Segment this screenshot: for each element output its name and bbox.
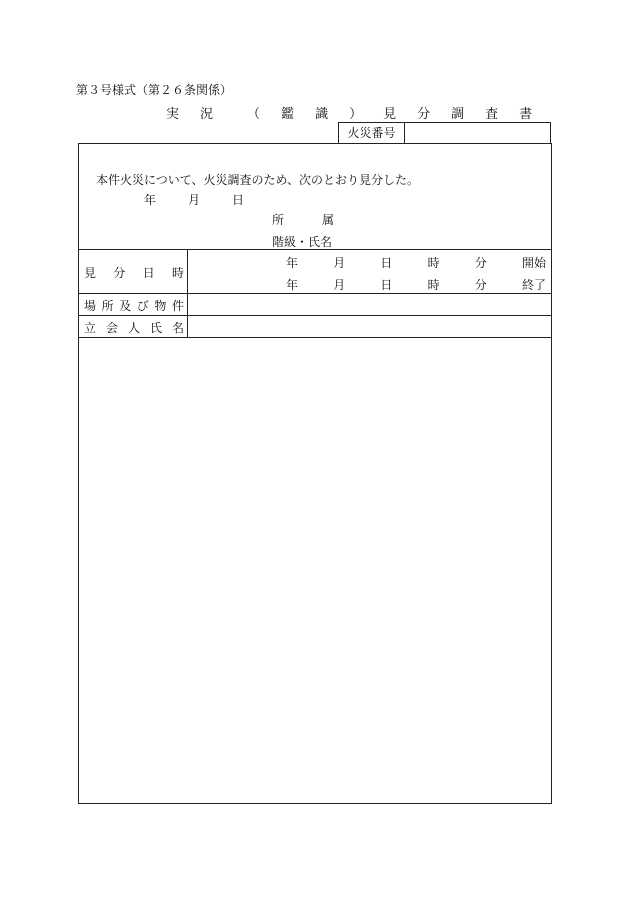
divider bbox=[78, 315, 552, 316]
fire-number-box bbox=[338, 122, 551, 143]
label-char: 日 bbox=[142, 266, 155, 280]
start-minute: 分 bbox=[474, 256, 487, 270]
title-char: （ bbox=[247, 107, 261, 122]
location-label bbox=[84, 297, 184, 314]
witness-label bbox=[84, 319, 184, 336]
start-marker: 開始 bbox=[521, 256, 546, 270]
start-day: 日 bbox=[380, 256, 393, 270]
document-title bbox=[166, 103, 553, 122]
label-char: 立 bbox=[84, 321, 97, 335]
end-day: 日 bbox=[380, 278, 393, 292]
start-hour: 時 bbox=[427, 256, 440, 270]
affiliation-field[interactable] bbox=[272, 211, 334, 228]
title-char: 見 bbox=[383, 107, 397, 122]
observation-body[interactable] bbox=[80, 339, 550, 801]
divider bbox=[78, 293, 552, 294]
witness-field[interactable] bbox=[190, 317, 550, 336]
label-char: 及 bbox=[119, 299, 132, 313]
end-minute: 分 bbox=[474, 278, 487, 292]
label-char: 人 bbox=[127, 321, 140, 335]
end-marker: 終了 bbox=[521, 278, 546, 292]
affiliation-char: 所 bbox=[272, 213, 285, 227]
start-month: 月 bbox=[333, 256, 346, 270]
label-char: 分 bbox=[113, 266, 126, 280]
end-month: 月 bbox=[333, 278, 346, 292]
end-year: 年 bbox=[286, 278, 299, 292]
fire-number-label: 火災番号 bbox=[339, 123, 405, 143]
label-char: 時 bbox=[171, 266, 184, 280]
label-char: び bbox=[136, 299, 149, 313]
label-char: 名 bbox=[171, 321, 184, 335]
end-hour: 時 bbox=[427, 278, 440, 292]
label-char: 物 bbox=[154, 299, 167, 313]
date-day: 日 bbox=[232, 193, 245, 207]
column-divider bbox=[187, 249, 188, 337]
inspection-end-datetime[interactable] bbox=[286, 276, 546, 293]
inspection-start-datetime[interactable] bbox=[286, 254, 546, 271]
title-char: ） bbox=[349, 107, 363, 122]
form-number: 第３号様式（第２６条関係） bbox=[76, 83, 233, 97]
divider bbox=[78, 337, 552, 338]
title-char: 鑑 bbox=[281, 107, 295, 122]
label-char: 会 bbox=[105, 321, 118, 335]
title-char: 書 bbox=[519, 107, 533, 122]
label-char: 件 bbox=[171, 299, 184, 313]
start-year: 年 bbox=[286, 256, 299, 270]
divider bbox=[78, 249, 552, 250]
title-char: 査 bbox=[485, 107, 499, 122]
label-char: 所 bbox=[101, 299, 114, 313]
label-char: 場 bbox=[84, 299, 97, 313]
statement-text: 本件火災について、火災調査のため、次のとおり見分した。 bbox=[96, 173, 420, 187]
inspection-datetime-label bbox=[84, 264, 184, 281]
label-char: 氏 bbox=[149, 321, 162, 335]
title-char: 分 bbox=[417, 107, 431, 122]
rank-name-field[interactable]: 階級・氏名 bbox=[272, 235, 333, 249]
title-char: 識 bbox=[315, 107, 329, 122]
title-char: 況 bbox=[200, 107, 214, 122]
title-char: 実 bbox=[166, 107, 180, 122]
title-char: 調 bbox=[451, 107, 465, 122]
date-month: 月 bbox=[188, 193, 201, 207]
report-date[interactable] bbox=[144, 191, 276, 208]
date-year: 年 bbox=[144, 193, 157, 207]
label-char: 見 bbox=[84, 266, 97, 280]
location-field[interactable] bbox=[190, 295, 550, 314]
fire-number-field[interactable] bbox=[405, 123, 550, 143]
affiliation-char: 属 bbox=[322, 213, 335, 227]
